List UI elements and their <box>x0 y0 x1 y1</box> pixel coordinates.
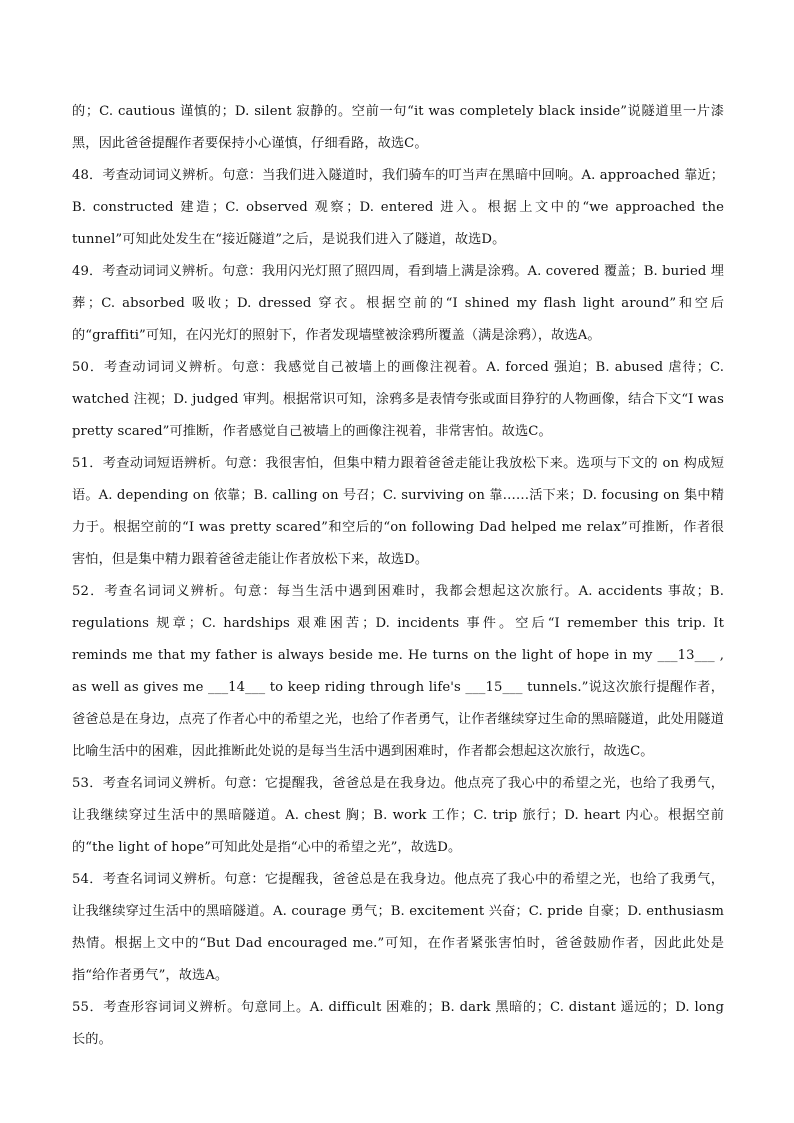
answer-paragraph-51: 51．考查动词短语辨析。句意：我很害怕，但集中精力跟着爸爸走能让我放松下来。选项与下文的 on 构成短语。A. depending on 依靠；B. calling on 号召；C. surviving on 靠……活下来；D. focusing on 集中精力于。根据空前的“I was pretty scared”和空后的“on following Dad helped me relax”可推断，作者很害怕，但是集中精力跟着爸爸走能让作者放松下来，故选D。 <box>72 456 724 567</box>
answer-paragraph-48: 48．考查动词词义辨析。句意：当我们进入隧道时，我们骑车的叮当声在黑暗中回响。A. approached 靠近；B. constructed 建造；C. observed 观察；D. entered 进入。根据上文中的“we approached the tunnel”可知此处发生在“接近隧道”之后，是说我们进入了隧道，故选D。 <box>72 168 724 247</box>
answer-paragraph-50: 50．考查动词词义辨析。句意：我感觉自己被墙上的画像注视着。A. forced 强迫；B. abused 虐待；C. watched 注视；D. judged 审判。根据常识可知，涂鸦多是表情夸张或面目狰狞的人物画像，结合下文“I was pretty scared”可推断，作者感觉自己被墙上的画像注视着，非常害怕。故选C。 <box>72 360 724 439</box>
answer-paragraph-52: 52．考查名词词义辨析。句意：每当生活中遇到困难时，我都会想起这次旅行。A. accidents 事故；B. regulations 规章；C. hardships 艰难困苦；D. incidents 事件。空后“I remember this trip. It reminds me that my father is always beside me. He turns on the light of hope in my ___13___ , as well as gives me ___14___ to keep riding through life's ___15___ tunnels.”说这次旅行提醒作者，爸爸总是在身边，点亮了作者心中的希望之光，也给了作者勇气，让作者继续穿过生命的黑暗隧道，此处用隧道比喻生活中的困难，因此推断此处说的是每当生活中遇到困难时，作者都会想起这次旅行，故选C。 <box>72 584 724 759</box>
document-body <box>72 96 724 1056</box>
answer-paragraph-49: 49．考查动词词义辨析。句意：我用闪光灯照了照四周，看到墙上满是涂鸦。A. covered 覆盖；B. buried 埋葬；C. absorbed 吸收；D. dressed 穿衣。根据空前的“I shined my flash light around”和空后的“graffiti”可知，在闪光灯的照射下，作者发现墙壁被涂鸦所覆盖（满是涂鸦），故选A。 <box>72 264 724 343</box>
answer-paragraph-55: 55．考查形容词词义辨析。句意同上。A. difficult 困难的；B. dark 黑暗的；C. distant 遥远的；D. long 长的。 <box>72 1000 724 1047</box>
answer-paragraph-47-cont: 的；C. cautious 谨慎的；D. silent 寂静的。空前一句“it was completely black inside”说隧道里一片漆黑，因此爸爸提醒作者要保持小心谨慎，仔细看路，故选C。 <box>72 104 724 151</box>
answer-paragraph-54: 54．考查名词词义辨析。句意：它提醒我，爸爸总是在我身边。他点亮了我心中的希望之光，也给了我勇气，让我继续穿过生活中的黑暗隧道。A. courage 勇气；B. excitement 兴奋；C. pride 自豪；D. enthusiasm 热情。根据上文中的“But Dad encouraged me.”可知，在作者紧张害怕时，爸爸鼓励作者，因此此处是指“给作者勇气”，故选A。 <box>72 872 724 983</box>
answer-paragraph-53: 53．考查名词词义辨析。句意：它提醒我，爸爸总是在我身边。他点亮了我心中的希望之光，也给了我勇气，让我继续穿过生活中的黑暗隧道。A. chest 胸；B. work 工作；C. trip 旅行；D. heart 内心。根据空前的“the light of hope”可知此处是指“心中的希望之光”，故选D。 <box>72 776 724 855</box>
